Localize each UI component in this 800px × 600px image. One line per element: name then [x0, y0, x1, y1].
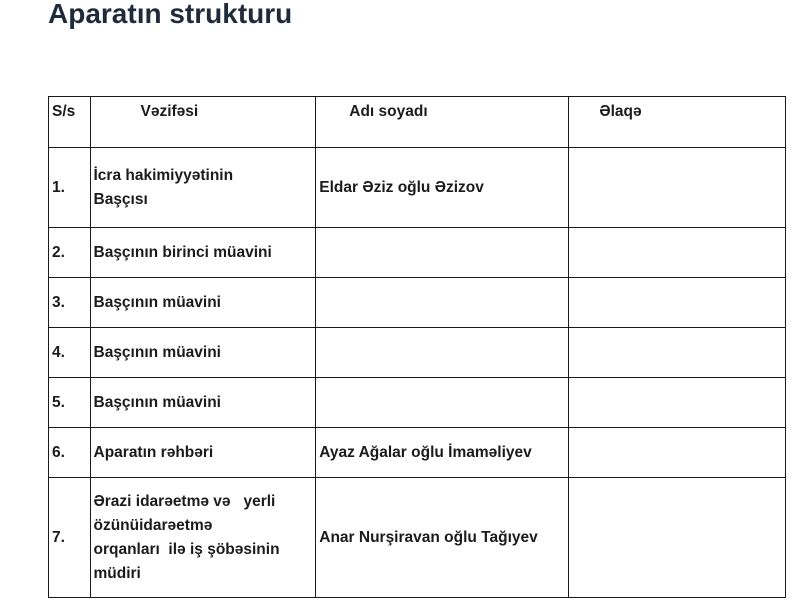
- row-position: [90, 328, 316, 378]
- table-row: [49, 478, 786, 598]
- position-line: Başçının birinci müavini: [93, 243, 272, 261]
- row-number: 4.: [49, 328, 91, 378]
- row-number: 3.: [49, 278, 91, 328]
- row-position: [90, 478, 316, 598]
- header-name: Adı soyadı: [316, 97, 569, 148]
- row-number: 2.: [49, 228, 91, 278]
- header-position: Vəzifəsi: [90, 97, 316, 148]
- position-line: Başçının müavini: [93, 293, 221, 311]
- position-line: Aparatın rəhbəri: [93, 443, 214, 461]
- row-name: [316, 378, 569, 428]
- table-row: [49, 228, 786, 278]
- row-number: 1.: [49, 148, 91, 228]
- row-number: 6.: [49, 428, 91, 478]
- row-name: Ayaz Ağalar oğlu İmaməliyev: [316, 428, 569, 478]
- row-position: [90, 378, 316, 428]
- row-name: Anar Nurşiravan oğlu Tağıyev: [316, 478, 569, 598]
- header-contact: Əlaqə: [569, 97, 786, 148]
- row-position: [90, 228, 316, 278]
- row-contact: [569, 378, 786, 428]
- row-contact: [569, 428, 786, 478]
- row-contact: [569, 478, 786, 598]
- row-position: [90, 278, 316, 328]
- table-row: [49, 328, 786, 378]
- row-position: [90, 428, 316, 478]
- row-name: [316, 328, 569, 378]
- row-number: 5.: [49, 378, 91, 428]
- row-position: [90, 148, 316, 228]
- position-line: özünüidarəetmə: [93, 516, 213, 534]
- position-line: Başçısı: [93, 190, 148, 208]
- table-row: [49, 428, 786, 478]
- table-row: [49, 378, 786, 428]
- header-number: S/s: [49, 97, 91, 148]
- table-row: [49, 148, 786, 228]
- row-name: Eldar Əziz oğlu Əzizov: [316, 148, 569, 228]
- apparatus-structure-table: [48, 96, 786, 598]
- row-name: [316, 278, 569, 328]
- table-row: [49, 278, 786, 328]
- table-header-row: [49, 97, 786, 148]
- row-contact: [569, 328, 786, 378]
- row-name: [316, 228, 569, 278]
- row-contact: [569, 148, 786, 228]
- position-line: Başçının müavini: [93, 343, 221, 361]
- position-line: Başçının müavini: [93, 393, 221, 411]
- row-contact: [569, 228, 786, 278]
- position-line: İcra hakimiyyətinin: [93, 166, 234, 184]
- row-number: 7.: [49, 478, 91, 598]
- page-title: Aparatın strukturu: [48, 0, 293, 29]
- position-line: müdiri: [93, 564, 141, 582]
- row-contact: [569, 278, 786, 328]
- position-line: orqanları ilə iş şöbəsinin: [93, 540, 280, 558]
- position-line: Ərazi idarəetmə və yerli: [93, 492, 276, 510]
